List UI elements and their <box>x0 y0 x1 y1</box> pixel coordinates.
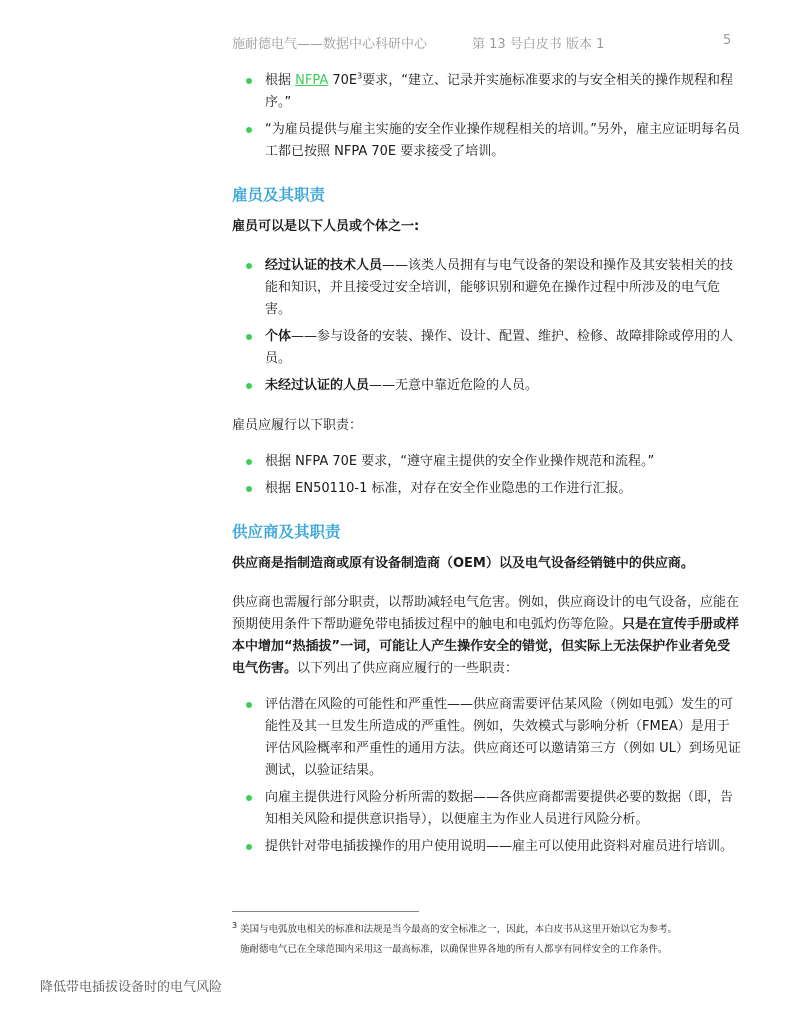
list-item <box>232 694 742 782</box>
bullet-dot-icon <box>246 702 252 708</box>
bullet-text: 根据 EN50110-1 标准，对存在安全作业隐患的工作进行汇报。 <box>265 481 632 496</box>
nfpa-link[interactable]: NFPA <box>295 73 329 88</box>
header-organization: 施耐德电气——数据中心科研中心 <box>232 37 428 52</box>
paragraph-emphasis: 只是在宣传手册或样本中增加“热插拔”一词，可能让人产生操作安全的错觉，但实际上无法保护作业者免受电气伤害。 <box>232 617 740 676</box>
footnote-ref[interactable]: 3 <box>357 71 363 81</box>
bullet-text: 向雇主提供进行风险分析所需的数据——各供应商都需要提供必要的数据（即，告知相关风险和提供意识指导），以便雇主为作业人员进行风险分析。 <box>265 790 734 827</box>
employee-type-list <box>232 255 742 397</box>
list-item <box>232 478 742 500</box>
bullet-dot-icon <box>246 486 252 492</box>
list-item <box>232 375 742 397</box>
footnote-divider <box>232 911 419 912</box>
term-label: 经过认证的技术人员 <box>265 258 383 273</box>
term-description: ——无意中靠近危险的人员。 <box>369 378 539 393</box>
term-description: ——该类人员拥有与电气设备的架设和操作及其安装相关的技能和知识，并且接受过安全培训，能够识别和避免在操作过程中所涉及的电气危害。 <box>265 258 734 317</box>
section-heading-employees: 雇员及其职责 <box>232 186 326 204</box>
list-item <box>232 70 742 114</box>
main-content <box>232 70 742 863</box>
bullet-text: 评估潜在风险的可能性和严重性——供应商需要评估某风险（例如电弧）发生的可能性及其一旦发生所造成的严重性。例如，失效模式与影响分析（FMEA）是用于评估风险概率和严重性的通用方法。供应商还可以邀请第三方（例如 UL）到场见证测试，以验证结果。 <box>265 697 741 778</box>
top-bullet-list <box>232 70 742 163</box>
bullet-text: 要求，“建立、记录并实施标准要求的与安全相关的操作规程和程序。” <box>265 73 733 110</box>
list-item <box>232 119 742 163</box>
bullet-text: 提供针对带电插拔操作的用户使用说明——雇主可以使用此资料对雇员进行培训。 <box>265 839 734 854</box>
footnote <box>232 920 752 960</box>
supplier-paragraph <box>232 592 742 680</box>
bullet-dot-icon <box>246 844 252 850</box>
footnote-text: 美国与电弧放电相关的标准和法规是当今最高的安全标准之一，因此，本白皮书从这里开始以它为参考。 <box>237 924 678 935</box>
paragraph-text: 以下列出了供应商应履行的一些职责： <box>297 661 519 676</box>
list-item <box>232 836 742 858</box>
term-description: ——参与设备的安装、操作、设计、配置、维护、检修、故障排除或停用的人员。 <box>265 329 734 366</box>
list-item <box>232 255 742 321</box>
list-item <box>232 451 742 473</box>
bullet-dot-icon <box>246 127 252 133</box>
bullet-dot-icon <box>246 334 252 340</box>
supplier-duty-list <box>232 694 742 858</box>
employee-subheading: 雇员可以是以下人员或个体之一: <box>232 219 420 234</box>
bullet-text: “为雇员提供与雇主实施的安全作业操作规程相关的培训。”另外，雇主应证明每名员工都已按照 NFPA 70E 要求接受了培训。 <box>265 122 740 159</box>
duty-intro: 雇员应履行以下职责： <box>232 418 363 433</box>
list-item <box>232 326 742 370</box>
bullet-text: 70E <box>328 73 358 88</box>
footnote-line-2: 施耐德电气已在全球范围内采用这一最高标准，以确保世界各地的所有人都享有同样安全的工作条件。 <box>240 944 668 955</box>
header-document-id: 第 13 号白皮书 版本 1 <box>472 37 605 52</box>
page-number: 5 <box>723 33 732 48</box>
footnote-line-1 <box>232 920 752 940</box>
list-item <box>232 787 742 831</box>
footer-title: 降低带电插拔设备时的电气风险 <box>40 980 223 995</box>
paragraph-text: 供应商也需履行部分职责，以帮助减轻电气危害。例如，供应商设计的电气设备，应能在预期使用条件下帮助避免带电插拔过程中的触电和电弧灼伤等危险。 <box>232 595 740 632</box>
bullet-dot-icon <box>246 78 252 84</box>
section-heading-suppliers: 供应商及其职责 <box>232 523 341 541</box>
bullet-dot-icon <box>246 383 252 389</box>
term-label: 未经过认证的人员 <box>265 378 370 393</box>
supplier-subheading: 供应商是指制造商或原有设备制造商（OEM）以及电气设备经销链中的供应商。 <box>232 556 694 571</box>
bullet-text: 根据 NFPA 70E 要求，“遵守雇主提供的安全作业操作规范和流程。” <box>265 454 655 469</box>
term-label: 个体 <box>265 329 292 344</box>
bullet-dot-icon <box>246 795 252 801</box>
bullet-dot-icon <box>246 263 252 269</box>
bullet-text: 根据 <box>265 73 296 88</box>
employee-duty-list <box>232 451 742 500</box>
bullet-dot-icon <box>246 459 252 465</box>
footnote-mark: 3 <box>232 920 238 930</box>
